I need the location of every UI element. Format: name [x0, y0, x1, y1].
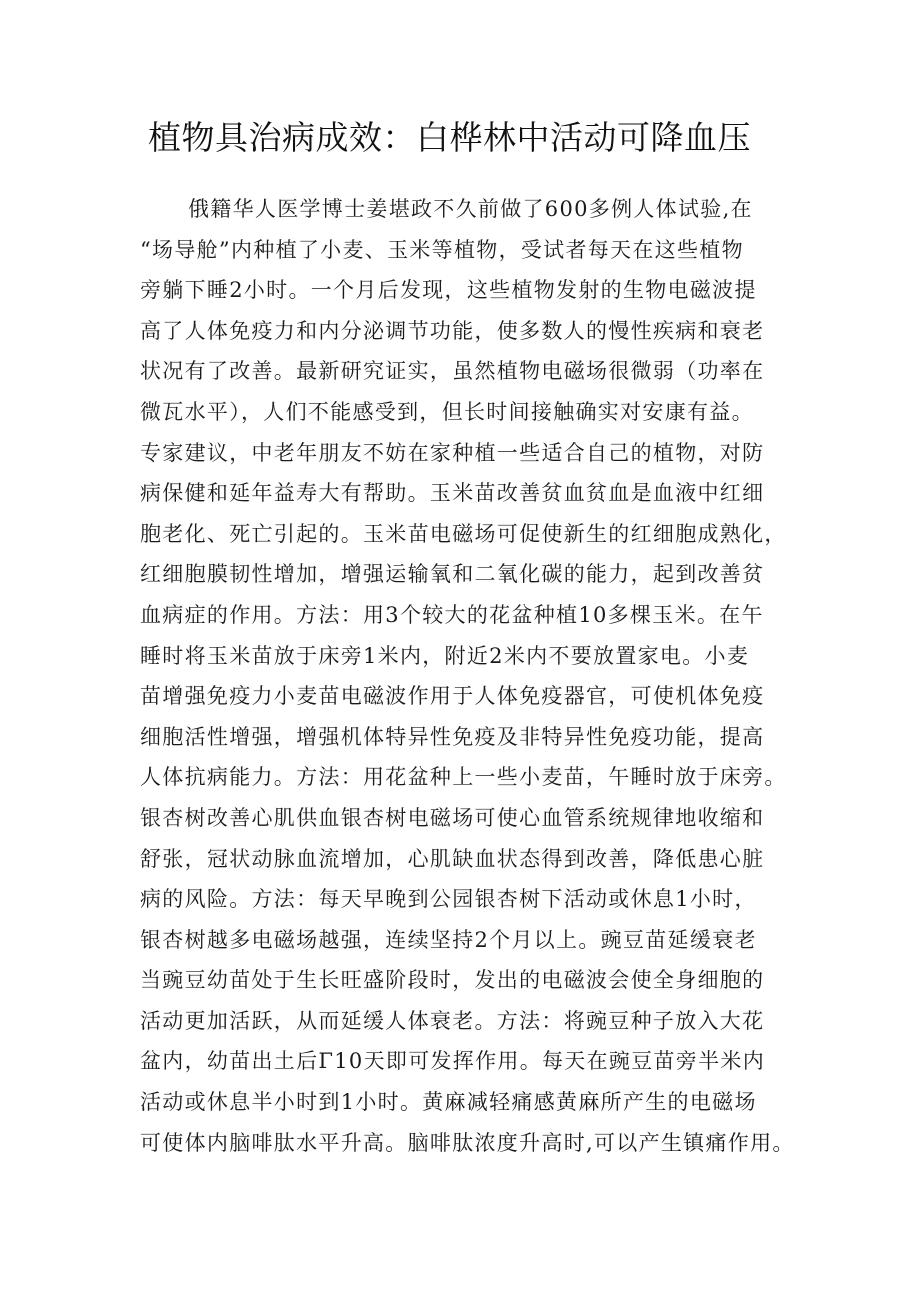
body-line: 俄籍华人医学博士姜堪政不久前做了600多例人体试验,在	[188, 197, 753, 221]
body-line: 病的风险。方法：每天早晚到公园银杏树下活动或休息1小时，	[140, 887, 757, 912]
body-line: 苗增强免疫力小麦苗电磁波作用于人体免疫器官，可使机体免疫	[140, 684, 765, 709]
body-line: 高了人体免疫力和内分泌调节功能，使多数人的慢性疾病和衰老	[140, 318, 765, 343]
body-line: 微瓦水平），人们不能感受到，但长时间接触确实对安康有益。	[140, 399, 754, 424]
body-line: 专家建议，中老年朋友不妨在家种植一些适合自己的植物，对防	[140, 440, 765, 465]
body-line: 血病症的作用。方法：用3个较大的花盆种植10多棵玉米。在午	[140, 602, 764, 627]
document-body	[140, 189, 800, 1163]
body-line: 人体抗病能力。方法：用花盆种上一些小麦苗，午睡时放于床旁。	[140, 765, 787, 790]
body-line: 旁躺下睡2小时。一个月后发现，这些植物发射的生物电磁波提	[140, 278, 757, 303]
body-line: 银杏树越多电磁场越强，连续坚持2个月以上。豌豆苗延缓衰老	[140, 927, 757, 952]
body-line: 活动更加活跃，从而延缓人体衰老。方法：将豌豆种子放入大花	[140, 1008, 765, 1033]
body-line: “场导舱”内种植了小麦、玉米等植物，受试者每天在这些植物	[140, 237, 744, 262]
body-line: 病保健和延年益寿大有帮助。玉米苗改善贫血贫血是血液中红细	[140, 481, 765, 506]
body-line: 状况有了改善。最新研究证实，虽然植物电磁场很微弱（功率在	[140, 359, 765, 384]
body-line: 当豌豆幼苗处于生长旺盛阶段时，发出的电磁波会使全身细胞的	[140, 968, 765, 993]
body-line: 睡时将玉米苗放于床旁1米内，附近2米内不要放置家电。小麦	[140, 643, 750, 668]
body-line: 活动或休息半小时到1小时。黄麻减轻痛感黄麻所产生的电磁场	[140, 1090, 757, 1115]
body-line: 细胞活性增强，增强机体特异性免疫及非特异性免疫功能，提高	[140, 724, 765, 749]
body-line: 舒张，冠状动脉血流增加，心肌缺血状态得到改善，降低患心脏	[140, 846, 765, 871]
body-line: 银杏树改善心肌供血银杏树电磁场可使心血管系统规律地收缩和	[140, 805, 765, 830]
body-line: 可使体内脑啡肽水平升高。脑啡肽浓度升高时,可以产生镇痛作用。	[140, 1130, 795, 1155]
body-line: 胞老化、死亡引起的。玉米苗电磁场可促使新生的红细胞成熟化，	[140, 521, 787, 546]
body-line: 红细胞膜韧性增加，增强运输氧和二氧化碳的能力，起到改善贫	[140, 562, 765, 587]
body-line: 盆内，幼苗出土后Γ10天即可发挥作用。每天在豌豆苗旁半米内	[140, 1049, 765, 1074]
document-title: 植物具治病成效：白桦林中活动可降血压	[148, 118, 751, 157]
